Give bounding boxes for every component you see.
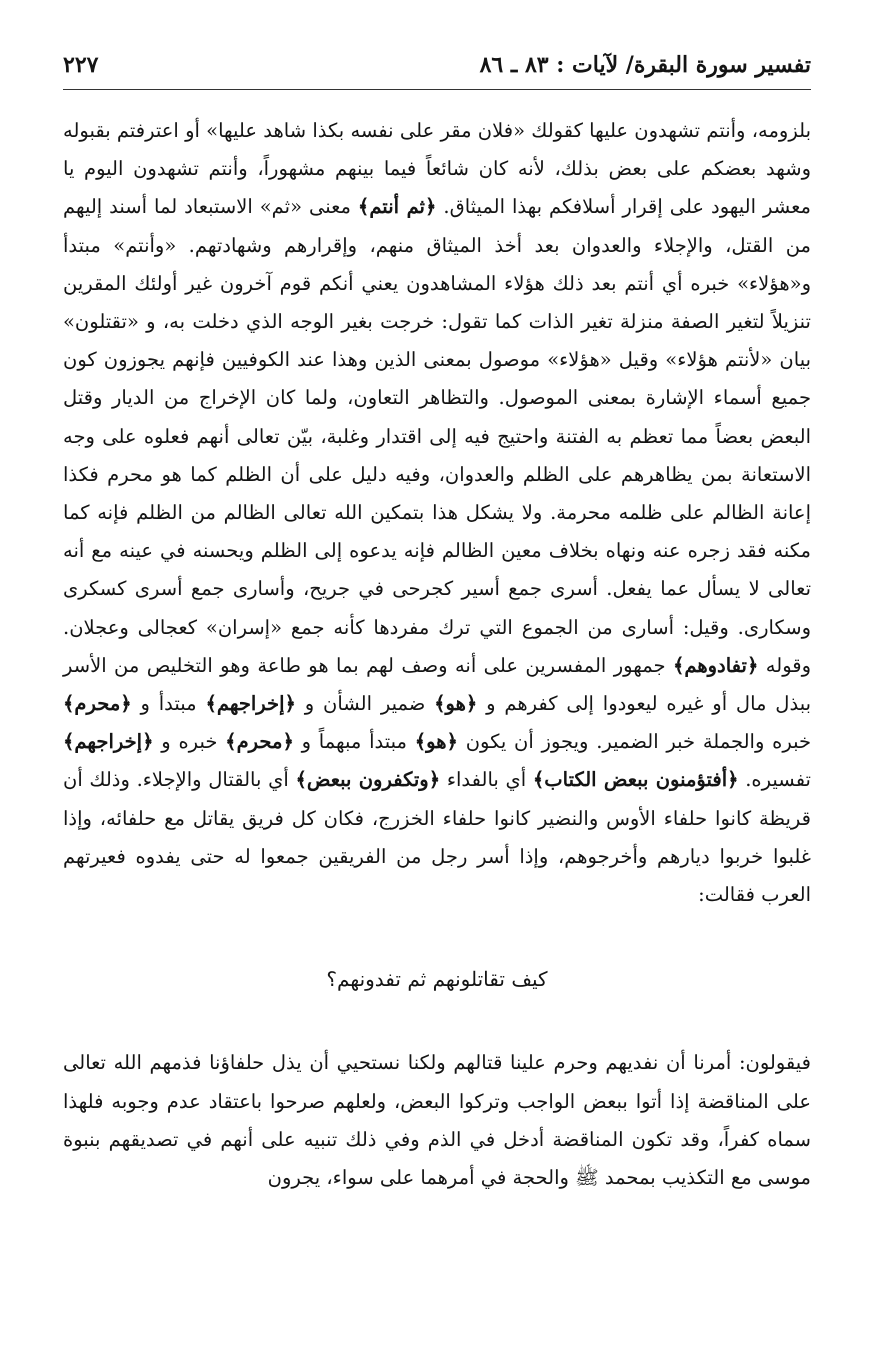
quranic-phrase: ﴿إخراجهم﴾ [63,730,154,754]
paragraph: فيقولون: أمرنا أن نفديهم وحرم علينا قتالهم ولكنا نستحيي أن يذل حلفاؤنا فذمهم الله تعالى على المناقضة إذا أتوا ببعض الواجب وتركوا البعض، ولعلهم صرحوا باعتقاد عدم وجوبه فلهذا سماه كفراً، وقد تكون المناقضة أدخل في الذم وفي ذلك تنبيه على أنهم في تصديقهم بنبوة موسى مع التكذيب بمحمد ﷺ والحجة في أمرهما على سواء، يجرون [63,1051,811,1190]
body-text [63,112,811,1197]
header-rule [63,89,811,90]
poetry-verse: كيف تقاتلونهم ثم تفدونهم؟ [326,967,548,992]
page-header [63,50,811,90]
quranic-phrase: ﴿محرم﴾ [63,692,132,716]
quranic-phrase: ﴿ثم أنتم﴾ [357,195,437,219]
quranic-phrase: ﴿وتكفرون ببعض﴾ [295,768,441,792]
quranic-phrase: ﴿إخراجهم﴾ [205,692,296,716]
quranic-phrase: ﴿محرم﴾ [225,730,294,754]
running-title: تفسير سورة البقرة/ لآيات : ٨٣ ـ ٨٦ [479,52,811,78]
page-number: ٢٢٧ [63,52,99,78]
quranic-phrase: ﴿أفتؤمنون ببعض الكتاب﴾ [532,768,739,792]
quranic-phrase: ﴿هو﴾ [414,730,458,754]
paragraph: بلزومه، وأنتم تشهدون عليها كقولك «فلان مقر على نفسه بكذا شاهد عليها» أو اعترفتم بقبوله وشهد بعضكم على بعض بذلك، لأنه كان شائعاً فيما بينهم مشهوراً، وأنتم تشهدون اليوم يا معشر اليهود على إقرار أسلافكم بهذا الميثاق. ﴿ثم أنتم﴾ معنى «ثم» الاستبعاد لما أسند إليهم من القتل، والإجلاء والعدوان بعد أخذ الميثاق منهم، وإقرارهم وشهادتهم. «وأنتم» مبتدأ و«هؤلاء» خبره أي أنتم بعد ذلك هؤلاء المشاهدون يعني أنكم قوم آخرون غير أولئك المقرين تنزيلاً لتغير الصفة منزلة تغير الذات كما تقول: خرجت بغير الوجه الذي دخلت به، و «تقتلون» بيان «لأنتم هؤلاء» وقيل «هؤلاء» موصول بمعنى الذين وهذا عند الكوفيين فإنهم يجوزون كون جميع أسماء الإشارة بمعنى الموصول. والتظاهر التعاون، ولما كان الإخراج من الديار وقتل البعض بعضاً مما تعظم به الفتنة واحتيج فيه إلى اقتدار وغلبة، بيّن تعالى أنهم فعلوه على وجه الاستعانة بمن يظاهرهم على الظلم والعدوان، وفيه دليل على أن الظلم كما هو محرم فكذا إعانة الظالم على ظلمه محرمة. ولا يشكل هذا بتمكين الله تعالى الظالم من الظلم فإنه كما مكنه فقد زجره عنه ونهاه بخلاف معين الظالم فإنه يدعوه إلى الظلم ويحسنه في عينه مع أنه تعالى لا يسأل عما يفعل. أسرى جمع أسير كجرحى في جريح، وأسارى جمع أسرى كسكرى وسكارى. وقيل: أسارى من الجموع التي ترك مفردها كأنه جمع «إسران» كعجالى وعجلان. وقوله ﴿تفادوهم﴾ جمهور المفسرين على أنه وصف لهم بما هو طاعة وهو التخليص من الأسر ببذل مال أو غيره ليعودوا إلى كفرهم و ﴿هو﴾ ضمير الشأن و ﴿إخراجهم﴾ مبتدأ و ﴿محرم﴾ خبره والجملة خبر الضمير. ويجوز أن يكون ﴿هو﴾ مبتدأ مبهماً و ﴿محرم﴾ خبره و ﴿إخراجهم﴾ تفسيره. ﴿أفتؤمنون ببعض الكتاب﴾ أي بالفداء ﴿وتكفرون ببعض﴾ أي بالقتال والإجلاء. وذلك أن قريظة كانوا حلفاء الأوس والنضير كانوا حلفاء الخزرج، فكان كل فريق يقاتل مع حلفائه، وإذا غلبوا خربوا ديارهم وأخرجوهم، وإذا أسر رجل من الفريقين جمعوا له حتى يفدوه فعيرتهم العرب فقالت: [63,119,812,907]
quranic-phrase: ﴿تفادوهم﴾ [672,653,759,677]
quranic-phrase: ﴿هو﴾ [434,692,478,716]
